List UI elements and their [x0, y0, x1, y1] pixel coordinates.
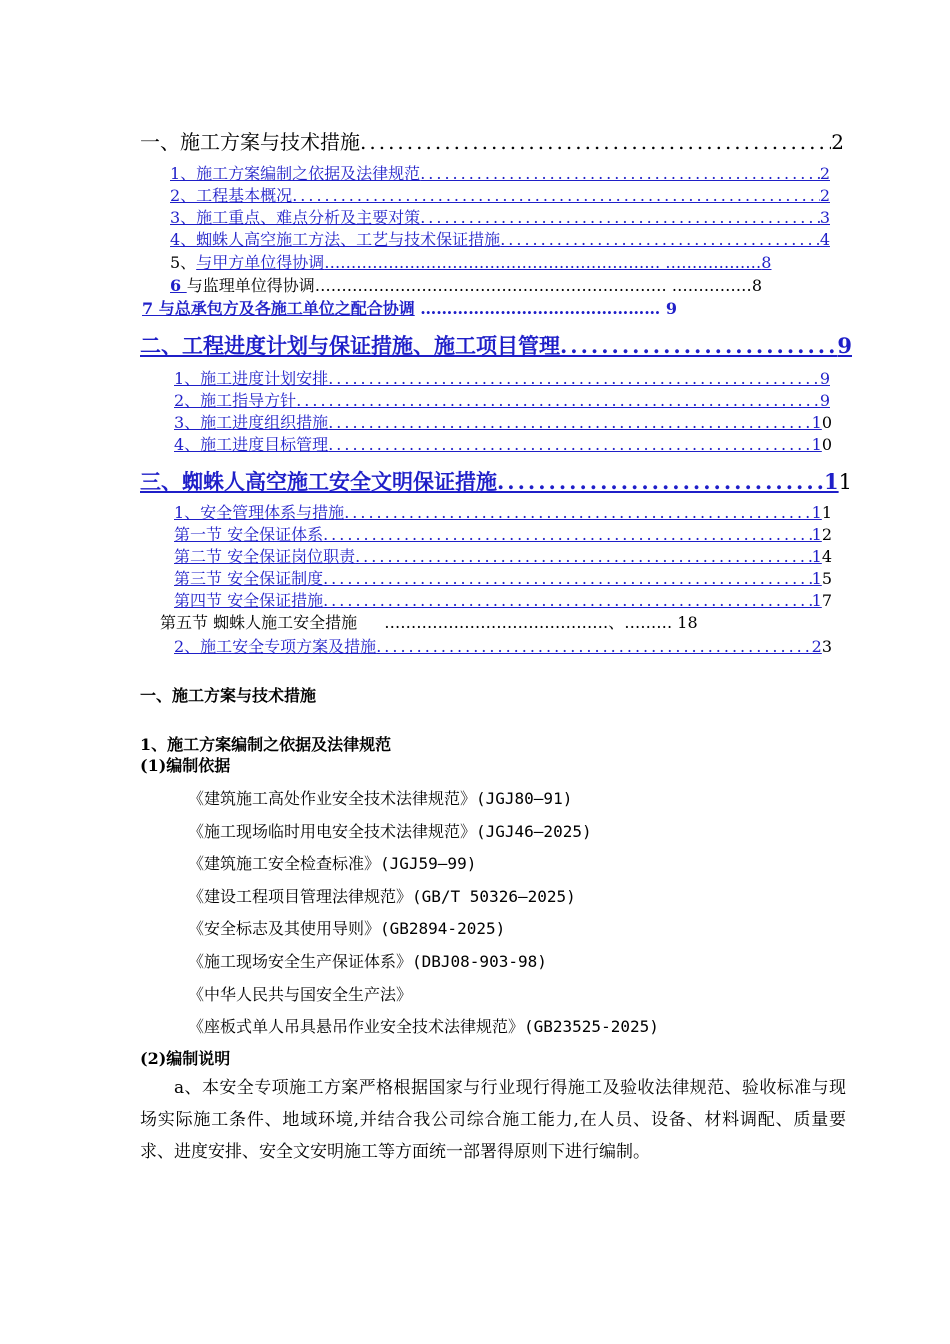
toc-link-title: 2、施工指导方针: [174, 391, 297, 410]
reference-item: 《中华人民共与国安全生产法》: [188, 985, 413, 1004]
toc-link-page: 2: [811, 637, 822, 656]
toc-leader: [328, 413, 811, 432]
body-paragraph: [140, 1072, 846, 1168]
toc-link-3-1[interactable]: [174, 500, 832, 523]
toc-link-title: 第四节 安全保证措施: [174, 591, 324, 610]
toc-link-page-extra: 4: [821, 547, 832, 566]
toc-item-5-page: 8: [761, 253, 772, 272]
toc-item-6-title: 与监理单位得协调: [186, 276, 315, 295]
toc-item-5[interactable]: [170, 250, 771, 273]
toc-section-2[interactable]: [140, 330, 852, 360]
toc-leader: [360, 130, 831, 154]
reference-item: 《施工现场安全生产保证体系》(DBJ08-903-98): [188, 952, 547, 971]
body-heading-3: (1)编制依据: [140, 756, 231, 775]
toc-item-6-page: 8: [751, 276, 762, 295]
toc-link-title: 第三节 安全保证制度: [174, 569, 324, 588]
reference-item: 《建设工程项目管理法律规范》(GB/T 50326—2025): [188, 887, 576, 906]
toc-link-title: 1、安全管理体系与措施: [174, 503, 345, 522]
toc-leader: [355, 547, 812, 566]
paragraph-text: a、本安全专项施工方案严格根据国家与行业现行得施工及验收法律规范、验收标准与现场实际施工条件、地域环境,并结合我公司综合施工能力,在人员、设备、材料调配、质量要求、进度安排、安全文安明施工等方面统一部署得原则下进行编制。: [140, 1078, 846, 1162]
toc-item-6-dots: ………………………………………………………… ……………: [314, 276, 752, 295]
toc-link-title: 第一节 安全保证体系: [174, 525, 324, 544]
toc-link-2-3[interactable]: [174, 410, 832, 433]
toc-link-page-extra: 2: [821, 525, 832, 544]
toc-leader: [497, 469, 824, 494]
toc-link-page: 4: [819, 230, 830, 249]
toc-link-title: 3、施工进度组织措施: [174, 413, 329, 432]
toc-section-3-page-extra: 1: [838, 470, 852, 494]
body-heading-2: 1、施工方案编制之依据及法律规范: [140, 735, 392, 754]
toc-item-6[interactable]: [170, 273, 762, 296]
toc-link-1-2[interactable]: [170, 183, 830, 206]
toc-leader: [420, 164, 820, 183]
toc-item-page: 18: [677, 613, 698, 632]
toc-link-page-extra: 5: [821, 569, 832, 588]
toc-section-1-page: 2: [831, 130, 844, 154]
toc-link-title: 第二节 安全保证岗位职责: [174, 547, 356, 566]
toc-link-page: 1: [811, 569, 822, 588]
toc-link-page: 1: [811, 525, 822, 544]
toc-item-5-dots: ……………………………………………………… ………………: [324, 253, 762, 272]
toc-section-2-title: 二、工程进度计划与保证措施、施工项目管理: [140, 333, 560, 358]
toc-section-1-title: 一、施工方案与技术措施: [140, 130, 360, 154]
toc-link-page: 1: [811, 547, 822, 566]
toc-leader: [328, 369, 820, 388]
toc-section-1[interactable]: [140, 126, 844, 155]
toc-leader: [560, 333, 837, 358]
toc-link-3-3[interactable]: [174, 544, 832, 567]
toc-link-3-2[interactable]: [174, 522, 832, 545]
toc-section-2-page: 9: [837, 333, 852, 358]
toc-link-page: 9: [819, 391, 830, 410]
reference-item: 《施工现场临时用电安全技术法律规范》(JGJ46—2025): [188, 822, 592, 841]
toc-item-7[interactable]: [142, 296, 677, 319]
toc-link-3-4[interactable]: [174, 566, 832, 589]
toc-link-title: 1、施工方案编制之依据及法律规范: [170, 164, 421, 183]
reference-item: 《安全标志及其使用导则》(GB2894-2025): [188, 919, 506, 938]
toc-link-title: 1、施工进度计划安排: [174, 369, 329, 388]
toc-item-dots: ……………………………………、………: [384, 613, 678, 632]
toc-link-page: 2: [819, 186, 830, 205]
toc-leader: [376, 637, 811, 656]
toc-section-3-title: 三、蜘蛛人高空施工安全文明保证措施: [140, 469, 497, 494]
toc-link-page-extra: 0: [821, 413, 832, 432]
toc-leader: [323, 525, 812, 544]
toc-link-page-extra: 0: [821, 435, 832, 454]
toc-section-3-page: 1: [824, 469, 839, 494]
toc-link-1-4[interactable]: [170, 227, 830, 250]
toc-item-section-5[interactable]: [160, 610, 698, 633]
toc-link-1-3[interactable]: [170, 205, 830, 228]
toc-link-title: 2、工程基本概况: [170, 186, 293, 205]
toc-link-page: 1: [811, 435, 822, 454]
toc-link-page: 3: [819, 208, 830, 227]
toc-leader: [292, 186, 820, 205]
toc-link-2-2[interactable]: [174, 388, 830, 411]
toc-item-7-page: 9: [665, 299, 678, 318]
toc-link-page: 9: [819, 369, 830, 388]
toc-link-page-extra: 3: [821, 637, 832, 656]
body-heading-1: 一、施工方案与技术措施: [140, 686, 317, 705]
toc-link-title: 3、施工重点、难点分析及主要对策: [170, 208, 421, 227]
toc-link-3-5[interactable]: [174, 588, 832, 611]
reference-item: 《建筑施工安全检查标准》(JGJ59—99): [188, 854, 477, 873]
reference-item: 《建筑施工高处作业安全技术法律规范》(JGJ80—91): [188, 789, 573, 808]
toc-link-page-extra: 7: [821, 591, 832, 610]
toc-link-page: 1: [811, 591, 822, 610]
toc-leader: [344, 503, 811, 522]
toc-section-3[interactable]: [140, 466, 852, 496]
toc-item-7-title: 7 与总承包方及各施工单位之配合协调: [142, 299, 415, 318]
toc-link-page: 1: [811, 413, 822, 432]
toc-item-5-num: 5、: [170, 253, 197, 272]
toc-link-page-extra: 1: [821, 503, 832, 522]
toc-leader: [500, 230, 820, 249]
toc-item-6-num: 6: [170, 276, 187, 295]
toc-link-1-1[interactable]: [170, 161, 830, 184]
toc-link-title: 4、蜘蛛人高空施工方法、工艺与技术保证措施: [170, 230, 501, 249]
toc-link-2-1[interactable]: [174, 366, 830, 389]
toc-item-5-title: 与甲方单位得协调: [196, 253, 325, 272]
toc-item-title: 第五节 蜘蛛人施工安全措施: [160, 613, 358, 632]
toc-leader: [296, 391, 820, 410]
toc-item-7-dots: ………………………………………: [420, 299, 661, 318]
toc-link-page: 1: [811, 503, 822, 522]
toc-leader: [328, 435, 811, 454]
toc-link-page: 2: [819, 164, 830, 183]
toc-leader: [323, 569, 812, 588]
toc-link-3-6[interactable]: [174, 634, 832, 657]
toc-leader: [420, 208, 820, 227]
toc-link-title: 4、施工进度目标管理: [174, 435, 329, 454]
body-heading-4: (2)编制说明: [140, 1049, 231, 1068]
toc-link-title: 2、施工安全专项方案及措施: [174, 637, 377, 656]
toc-leader: [323, 591, 812, 610]
toc-link-2-4[interactable]: [174, 432, 832, 455]
reference-item: 《座板式单人吊具悬吊作业安全技术法律规范》(GB23525-2025): [188, 1017, 659, 1036]
